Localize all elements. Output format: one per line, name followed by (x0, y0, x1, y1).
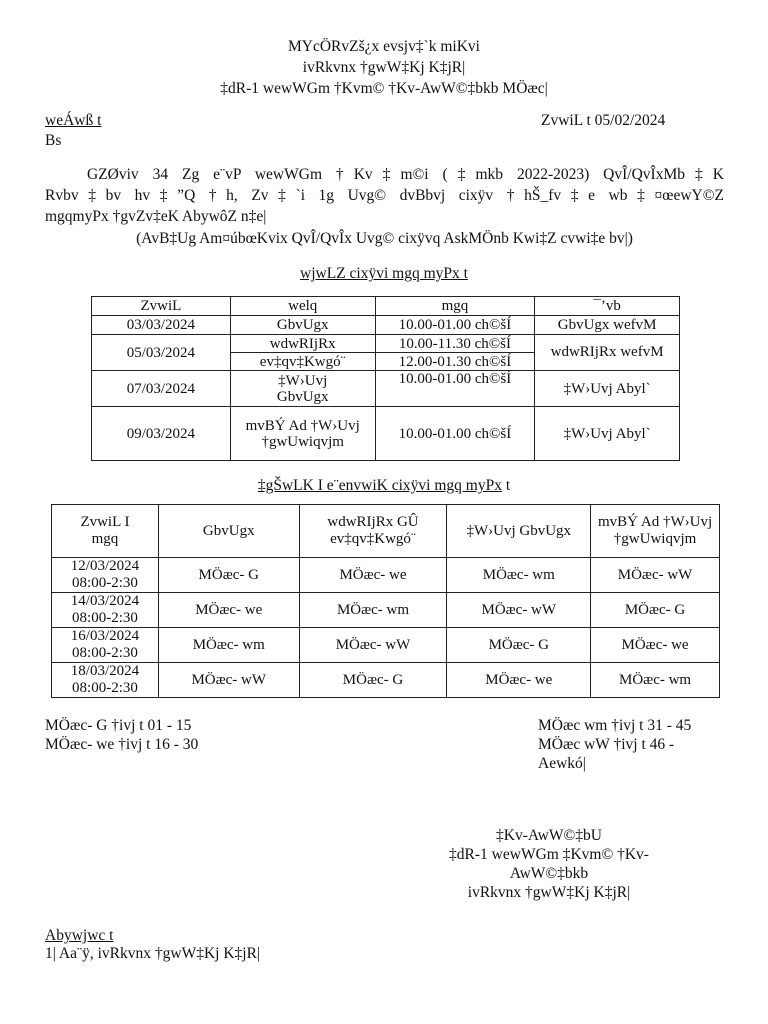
notice-date: ZvwiL t 05/02/2024 (541, 112, 666, 129)
table-header-row (52, 505, 720, 558)
group-roll-line: MÖæc wm †ivj t 31 - 45 (538, 717, 692, 734)
group-cell: MÖæc- G (299, 663, 447, 698)
group-cell: MÖæc- G (591, 593, 720, 628)
row-subject: ev‡qv‡Kwgó¨ (230, 353, 375, 371)
table-row (52, 663, 720, 698)
group-roll-line: Aewkó| (538, 755, 586, 772)
column-header-physiology-biochemistry: wdwRIjRx GÛ ev‡qv‡Kwgó¨ (299, 505, 447, 558)
row-subject: mvBÝ Ad †W›Uvj †gwUwiqvjm (230, 407, 375, 461)
distribution-label-wrap (45, 927, 113, 946)
body-line-2: Rvbv‡bv hv‡”Q †h, Zv‡`i 1g Uvg© dvBbvj cixÿv †hŠ_fv‡e wb‡¤œewY©Z (45, 187, 724, 204)
written-exam-title: wjwLZ cixÿvi mgq myPx t (300, 265, 468, 282)
row-subject: ‡W›Uvj GbvUgx (230, 371, 375, 407)
notice-body (45, 164, 724, 227)
group-cell: MÖæc- wm (299, 593, 447, 628)
group-cell: MÖæc- wW (299, 628, 447, 663)
table-row (52, 593, 720, 628)
column-header-venue: ¯’vb (535, 297, 680, 316)
signature-line: ivRkvnx †gwW‡Kj K‡jR| (467, 884, 631, 901)
column-header-dental-anatomy: ‡W›Uvj GbvUgx (447, 505, 591, 558)
table-row (92, 335, 680, 353)
row-date: 14/03/2024 (70, 593, 140, 609)
row-venue: wdwRIjRx wefvM (535, 335, 680, 371)
row-venue: GbvUgx wefvM (535, 316, 680, 335)
group-cell: MÖæc- wW (447, 593, 591, 628)
column-header-date-time: ZvwiL I mgq (52, 505, 159, 558)
row-time: 10.00-01.00 ch©šÍ (375, 371, 535, 407)
group-cell: MÖæc- G (447, 628, 591, 663)
distribution-label: Abywjwc t (45, 927, 114, 944)
row-date: 03/03/2024 (92, 316, 231, 335)
group-cell: MÖæc- wW (158, 663, 299, 698)
group-roll-line: MÖæc wW †ivj t 46 - (538, 736, 675, 753)
row-date: 12/03/2024 (70, 558, 140, 574)
oral-exam-title: ‡gŠwLK I e¨envwiK cixÿvi mgq myPx (257, 477, 502, 494)
group-cell: MÖæc- G (158, 558, 299, 593)
group-cell: MÖæc- wm (447, 558, 591, 593)
row-time: 08:00-2:30 (72, 575, 138, 591)
row-date-time (52, 663, 159, 698)
column-header-time: mgq (375, 297, 535, 316)
row-subject: wdwRIjRx (230, 335, 375, 353)
signature-title: ‡Kv-AwW©‡bU (496, 827, 602, 844)
oral-exam-title-wrap (0, 477, 768, 496)
written-exam-table (91, 296, 680, 461)
body-note: (AvB‡Ug Am¤úbœKvix QvÎ/QvÎx Uvg© cixÿvq AskMÖnb Kwi‡Z cvwi‡e bv|) (136, 230, 633, 247)
row-time: 10.00-01.00 ch©šÍ (375, 316, 535, 335)
row-date-time (52, 558, 159, 593)
row-time: 08:00-2:30 (72, 645, 138, 661)
group-cell: MÖæc- wm (591, 663, 720, 698)
written-exam-title-wrap (0, 265, 768, 284)
row-date-time (52, 628, 159, 663)
notice-label-wrap (45, 112, 101, 131)
row-time: 12.00-01.30 ch©šÍ (375, 353, 535, 371)
group-cell: MÖæc- we (591, 628, 720, 663)
row-time: 08:00-2:30 (72, 680, 138, 696)
row-date: 07/03/2024 (92, 371, 231, 407)
column-header-dental-materials: mvBÝ Ad †W›Uvj †gwUwiqvjm (591, 505, 720, 558)
oral-exam-table (51, 504, 720, 698)
row-date: 18/03/2024 (70, 663, 140, 679)
body-line-1: GZØviv 34 Zg e¨vP wewWGm †Kv‡m©i (‡mkb 2022-2023) QvÎ/QvÎxMb‡K (87, 166, 724, 183)
group-cell: MÖæc- we (158, 593, 299, 628)
row-time: 10.00-11.30 ch©šÍ (375, 335, 535, 353)
table-row (92, 407, 680, 461)
reference-number-label: Bs (45, 132, 62, 149)
row-date: 16/03/2024 (70, 628, 140, 644)
signature-line: ‡dR-1 wewWGm ‡Kvm© †Kv- (449, 846, 649, 863)
row-date-time (52, 593, 159, 628)
row-date: 05/03/2024 (92, 335, 231, 371)
oral-exam-title-suffix: t (505, 477, 511, 494)
column-header-subject: welq (230, 297, 375, 316)
row-subject: GbvUgx (230, 316, 375, 335)
body-line-3: mgqmyPx †gvZv‡eK AbywôZ n‡e| (45, 208, 267, 225)
column-header-date: ZvwiL (92, 297, 231, 316)
row-date: 09/03/2024 (92, 407, 231, 461)
row-venue: ‡W›Uvj Abyl` (535, 371, 680, 407)
signature-block (420, 826, 678, 902)
header-line-1: MYcÖRvZš¿x evsjv‡`k miKvi (287, 38, 480, 55)
row-time: 10.00-01.00 ch©šÍ (375, 407, 535, 461)
header-line-3: ‡dR-1 wewWGm †Kvm© †Kv-AwW©‡bkb MÖæc| (220, 80, 548, 97)
group-cell: MÖæc- we (299, 558, 447, 593)
notice-label: weÁwß t (45, 112, 102, 129)
group-roll-line: MÖæc- G †ivj t 01 - 15 (45, 717, 192, 734)
group-rolls-left (45, 716, 198, 754)
table-row (92, 371, 680, 407)
table-row (52, 558, 720, 593)
group-rolls-right (538, 716, 691, 773)
row-venue: ‡W›Uvj Abyl` (535, 407, 680, 461)
group-cell: MÖæc- wm (158, 628, 299, 663)
column-header-anatomy: GbvUgx (158, 505, 299, 558)
group-cell: MÖæc- wW (591, 558, 720, 593)
group-roll-line: MÖæc- we †ivj t 16 - 30 (45, 736, 199, 753)
row-time: 08:00-2:30 (72, 610, 138, 626)
header-line-2: ivRkvnx †gwW‡Kj K‡jR| (302, 59, 466, 76)
table-header-row (92, 297, 680, 316)
group-cell: MÖæc- we (447, 663, 591, 698)
table-row (52, 628, 720, 663)
table-row (92, 316, 680, 335)
document-header (0, 36, 768, 99)
distribution-item: 1| Aa¨ÿ, ivRkvnx †gwW‡Kj K‡jR| (45, 945, 261, 962)
signature-line: AwW©‡bkb (509, 865, 589, 882)
